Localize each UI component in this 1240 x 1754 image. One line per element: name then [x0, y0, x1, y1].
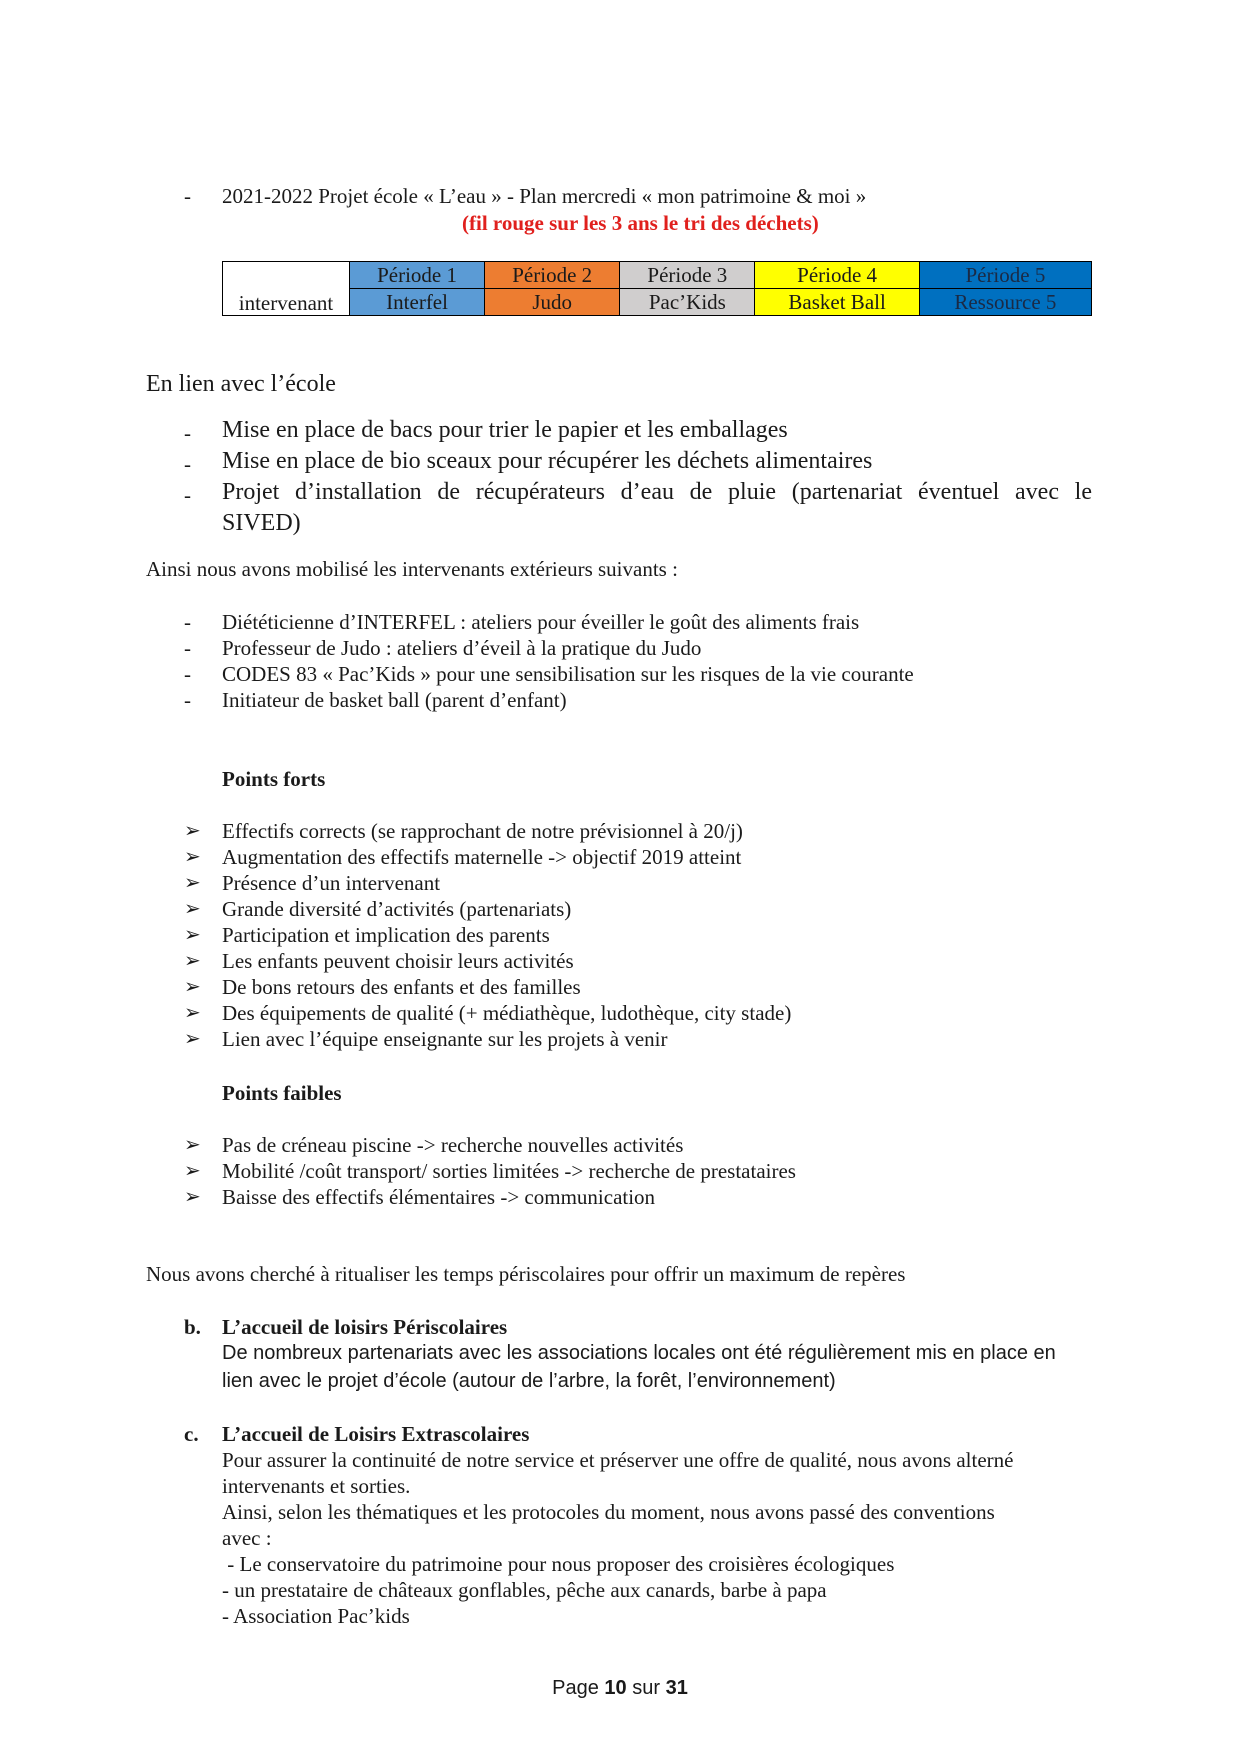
- arrow-bullet-icon: ➢: [184, 846, 201, 868]
- strength-item: Des équipements de qualité (+ médiathèque, ludothèque, city stade): [222, 1001, 792, 1025]
- project-subtitle: (fil rouge sur les 3 ans le tri des déchets): [462, 211, 819, 235]
- intervenant-cell: Pac’Kids: [620, 289, 755, 316]
- weaknesses-heading: Points faibles: [222, 1081, 342, 1105]
- period-header-row: [223, 262, 1092, 289]
- footer-sur-word: sur: [632, 1677, 661, 1699]
- arrow-bullet-icon: ➢: [184, 976, 201, 998]
- bullet-dash: -: [184, 688, 191, 712]
- footer-total-pages: 31: [665, 1677, 688, 1699]
- section-b-text: De nombreux partenariats avec les associations locales ont été régulièrement mis en place en: [222, 1342, 1056, 1364]
- school-link-item: Projet d’installation de récupérateurs d’eau de pluie (partenariat éventuel avec le: [222, 479, 1092, 505]
- school-link-heading: En lien avec l’école: [146, 371, 336, 397]
- ritual-sentence: Nous avons cherché à ritualiser les temps périscolaires pour offrir un maximum de repères: [146, 1262, 906, 1286]
- intervenant-cell: Judo: [485, 289, 620, 316]
- arrow-bullet-icon: ➢: [184, 924, 201, 946]
- bullet-dash: -: [184, 662, 191, 686]
- section-b-text: lien avec le projet d’école (autour de l’arbre, la forêt, l’environnement): [222, 1370, 836, 1392]
- weakness-item: Baisse des effectifs élémentaires -> communication: [222, 1185, 656, 1209]
- strength-item: Présence d’un intervenant: [222, 871, 441, 895]
- strength-item: Effectifs corrects (se rapprochant de notre prévisionnel à 20/j): [222, 819, 743, 843]
- arrow-bullet-icon: ➢: [184, 872, 201, 894]
- intervenant-cell: Interfel: [350, 289, 485, 316]
- arrow-bullet-icon: ➢: [184, 1160, 201, 1182]
- strength-item: Participation et implication des parents: [222, 923, 550, 947]
- section-c-list-item: - Association Pac’kids: [222, 1604, 410, 1628]
- strength-item: Grande diversité d’activités (partenariats): [222, 897, 572, 921]
- section-b-title: L’accueil de loisirs Périscolaires: [222, 1315, 508, 1339]
- section-c-letter: c.: [184, 1422, 199, 1446]
- intervenant-item: CODES 83 « Pac’Kids » pour une sensibilisation sur les risques de la vie courante: [222, 662, 914, 686]
- period-cell: Période 5: [919, 262, 1091, 289]
- bullet-dash: -: [184, 636, 191, 660]
- arrow-bullet-icon: ➢: [184, 820, 201, 842]
- arrow-bullet-icon: ➢: [184, 1134, 201, 1156]
- section-c-text: intervenants et sorties.: [222, 1474, 411, 1498]
- section-c-list-item: - un prestataire de châteaux gonflables, pêche aux canards, barbe à papa: [222, 1578, 827, 1602]
- bullet-dash: -: [184, 421, 191, 445]
- arrow-bullet-icon: ➢: [184, 1186, 201, 1208]
- bullet-dash: -: [184, 452, 191, 476]
- section-c-text: Ainsi, selon les thématiques et les protocoles du moment, nous avons passé des conventions: [222, 1500, 995, 1524]
- bullet-dash: -: [184, 610, 191, 634]
- section-c-text: Pour assurer la continuité de notre service et préserver une offre de qualité, nous avons alterné: [222, 1448, 1014, 1472]
- intervenant-row-label: [223, 262, 350, 316]
- bullet-dash: -: [184, 184, 191, 208]
- periods-table: [222, 261, 1092, 316]
- section-c-title: L’accueil de Loisirs Extrascolaires: [222, 1422, 530, 1446]
- section-c-list-item: - Le conservatoire du patrimoine pour nous proposer des croisières écologiques: [222, 1552, 895, 1576]
- strength-item: Les enfants peuvent choisir leurs activités: [222, 949, 574, 973]
- intervenant-cell: Basket Ball: [755, 289, 919, 316]
- section-c-text: avec :: [222, 1526, 272, 1550]
- school-link-item: Mise en place de bacs pour trier le papier et les emballages: [222, 417, 788, 443]
- school-link-item: Mise en place de bio sceaux pour récupérer les déchets alimentaires: [222, 448, 873, 474]
- school-link-item-continued: SIVED): [222, 510, 301, 536]
- bullet-dash: -: [184, 483, 191, 507]
- intervenant-item: Professeur de Judo : ateliers d’éveil à la pratique du Judo: [222, 636, 702, 660]
- weakness-item: Mobilité /coût transport/ sorties limitées -> recherche de prestataires: [222, 1159, 796, 1183]
- project-line: 2021-2022 Projet école « L’eau » - Plan mercredi « mon patrimoine & moi »: [222, 184, 867, 208]
- strength-item: Augmentation des effectifs maternelle -> objectif 2019 atteint: [222, 845, 742, 869]
- row-label-text: intervenant: [238, 291, 334, 315]
- footer-page-number: 10: [604, 1677, 627, 1699]
- period-cell: Période 3: [620, 262, 755, 289]
- intervenant-row: [223, 289, 1092, 316]
- intervenant-item: Diététicienne d’INTERFEL : ateliers pour éveiller le goût des aliments frais: [222, 610, 860, 634]
- strength-item: Lien avec l’équipe enseignante sur les projets à venir: [222, 1027, 668, 1051]
- page-footer: [0, 1677, 1240, 1700]
- strength-item: De bons retours des enfants et des familles: [222, 975, 581, 999]
- arrow-bullet-icon: ➢: [184, 950, 201, 972]
- footer-page-word: Page: [552, 1677, 599, 1699]
- intervenant-cell: Ressource 5: [919, 289, 1091, 316]
- arrow-bullet-icon: ➢: [184, 1028, 201, 1050]
- strengths-heading: Points forts: [222, 767, 326, 791]
- period-cell: Période 1: [350, 262, 485, 289]
- intervenant-item: Initiateur de basket ball (parent d’enfant): [222, 688, 567, 712]
- period-cell: Période 2: [485, 262, 620, 289]
- arrow-bullet-icon: ➢: [184, 1002, 201, 1024]
- period-cell: Période 4: [755, 262, 919, 289]
- arrow-bullet-icon: ➢: [184, 898, 201, 920]
- weakness-item: Pas de créneau piscine -> recherche nouvelles activités: [222, 1133, 684, 1157]
- intervenants-intro: Ainsi nous avons mobilisé les intervenants extérieurs suivants :: [146, 557, 678, 581]
- section-b-letter: b.: [184, 1315, 201, 1339]
